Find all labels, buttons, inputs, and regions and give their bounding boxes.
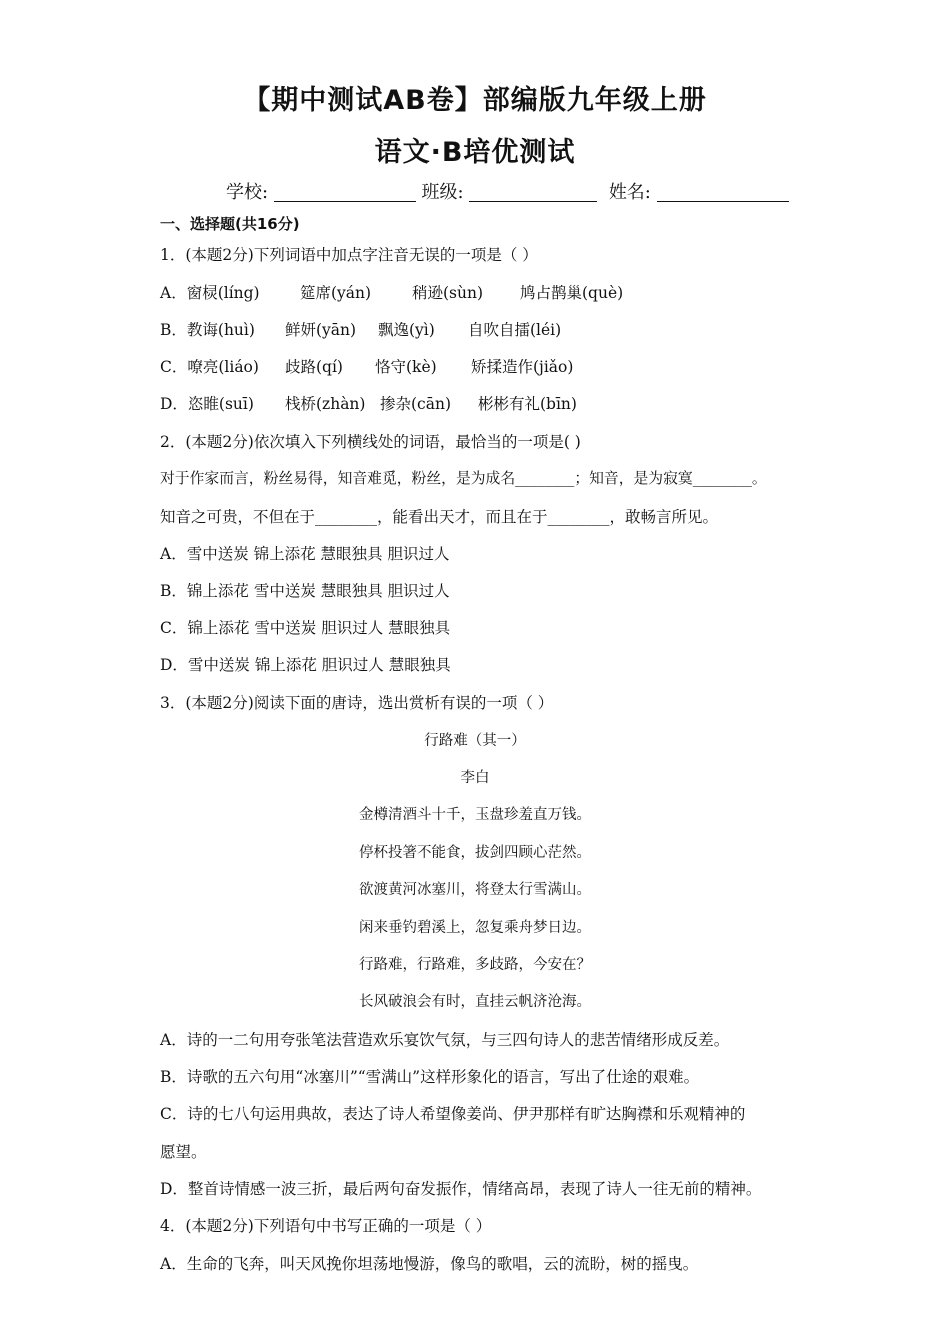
school-blank[interactable] (274, 183, 416, 202)
question-1-option-c: C．嘹亮(liáo) 歧路(qí) 恪守(kè) 矫揉造作(jiǎo) (160, 358, 574, 376)
question-1-option-d: D．恣睢(suī) 栈桥(zhàn) 掺杂(cān) 彬彬有礼(bīn) (160, 395, 577, 413)
question-3-option-c-continued: 愿望。 (160, 1143, 207, 1161)
poem-line: 行路难，行路难，多歧路，今安在？ (359, 957, 591, 973)
document-subtitle: 语文·B培优测试 (374, 137, 576, 168)
question-2-passage-line-1: 对于作家而言，粉丝易得，知音难觅，粉丝，是为成名________；知音，是为寂寞________。 (160, 470, 767, 487)
question-4-stem: 4．(本题2分)下列语句中书写正确的一项是（ ） (160, 1217, 492, 1235)
question-2-option-b: B．锦上添花 雪中送炭 慧眼独具 胆识过人 (160, 582, 450, 600)
question-3-option-d: D．整首诗情感一波三折，最后两句奋发振作，情绪高昂，表现了诗人一往无前的精神。 (160, 1180, 762, 1198)
question-4-option-a: A．生命的飞奔，叫天风挽你坦荡地慢游，像鸟的歌唱，云的流盼，树的摇曳。 (160, 1255, 699, 1273)
poem-line: 欲渡黄河冰塞川，将登太行雪满山。 (359, 882, 591, 898)
document-title: 【期中测试AB卷】部编版九年级上册 (243, 85, 707, 116)
student-info-line (226, 178, 789, 204)
question-3-option-b: B．诗歌的五六句用“冰塞川”“雪满山”这样形象化的语言，写出了仕途的艰难。 (160, 1068, 700, 1086)
name-label: 姓名: (608, 182, 651, 203)
name-blank[interactable] (657, 183, 789, 202)
poem-title: 行路难（其一） (424, 733, 526, 749)
poem-line: 长风破浪会有时，直挂云帆济沧海。 (359, 994, 591, 1010)
question-2-stem: 2．(本题2分)依次填入下列横线处的词语，最恰当的一项是( ) (160, 433, 581, 451)
question-1-stem: 1．(本题2分)下列词语中加点字注音无误的一项是（ ） (160, 246, 538, 264)
class-label: 班级: (421, 182, 464, 203)
question-2-passage-line-2: 知音之可贵，不但在于________，能看出天才，而且在于________，敢畅言所见。 (160, 508, 719, 526)
class-blank[interactable] (469, 183, 597, 202)
school-label: 学校: (226, 182, 269, 203)
question-2-option-d: D．雪中送炭 锦上添花 胆识过人 慧眼独具 (160, 656, 451, 674)
question-3-stem: 3．(本题2分)阅读下面的唐诗，选出赏析有误的一项（ ） (160, 694, 554, 712)
question-3-option-c: C．诗的七八句运用典故，表达了诗人希望像姜尚、伊尹那样有旷达胸襟和乐观精神的 (160, 1105, 746, 1123)
section-heading: 一、选择题(共16分) (160, 215, 300, 233)
poem-line: 闲来垂钓碧溪上，忽复乘舟梦日边。 (359, 920, 591, 936)
question-1-option-a: A．窗棂(líng) 筵席(yán) 稍逊(sùn) 鸠占鹊巢(què) (160, 284, 624, 302)
poem-line: 停杯投箸不能食，拔剑四顾心茫然。 (359, 845, 591, 861)
question-3-option-a: A．诗的一二句用夸张笔法营造欢乐宴饮气氛，与三四句诗人的悲苦情绪形成反差。 (160, 1031, 730, 1049)
question-1-option-b: B．教诲(huì) 鲜妍(yān) 飘逸(yì) 自吹自擂(léi) (160, 321, 562, 339)
question-2-option-a: A．雪中送炭 锦上添花 慧眼独具 胆识过人 (160, 545, 450, 563)
poem-author: 李白 (460, 770, 490, 786)
poem-line: 金樽清酒斗十千，玉盘珍羞直万钱。 (359, 807, 591, 823)
question-2-option-c: C．锦上添花 雪中送炭 胆识过人 慧眼独具 (160, 619, 451, 637)
